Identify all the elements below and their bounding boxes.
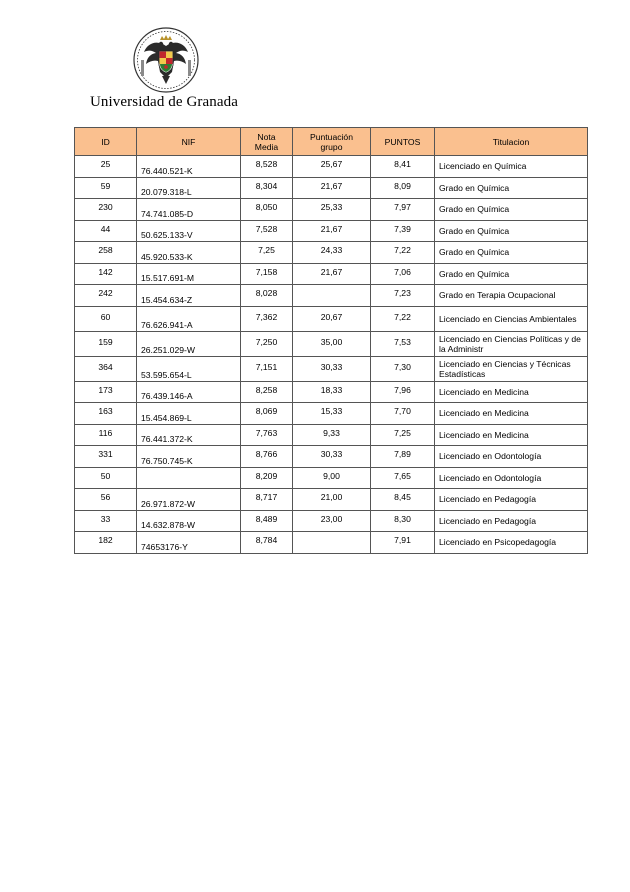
table-row [75,532,588,554]
table-row [75,331,588,356]
cell-nota: 7,151 [241,356,293,381]
cell-id: 60 [75,306,137,331]
table-header-row [75,128,588,156]
cell-nif: 15.454.634-Z [137,285,241,307]
cell-puntos: 7,30 [371,356,435,381]
cell-puntos: 7,70 [371,403,435,425]
header-puntuacion-line2: grupo [320,141,343,152]
cell-nota: 8,717 [241,489,293,511]
cell-id: 142 [75,263,137,285]
cell-nif: 76.441.372-K [137,424,241,446]
results-table [74,127,588,554]
cell-titulacion: Licenciado en Química [435,156,588,178]
cell-puntuacion: 20,67 [293,306,371,331]
cell-puntos: 7,97 [371,199,435,221]
cell-titulacion: Licenciado en Pedagogía [435,489,588,511]
cell-id: 230 [75,199,137,221]
cell-id: 331 [75,446,137,468]
header-titulacion: Titulacion [435,128,588,156]
cell-puntuacion: 21,67 [293,177,371,199]
cell-puntos: 7,06 [371,263,435,285]
cell-id: 173 [75,381,137,403]
cell-puntos: 7,22 [371,306,435,331]
cell-titulacion: Licenciado en Ciencias Políticas y de la Administr [435,331,588,356]
table-row [75,199,588,221]
cell-puntuacion: 9,00 [293,467,371,489]
cell-id: 258 [75,242,137,264]
cell-nota: 8,258 [241,381,293,403]
cell-puntos: 7,96 [371,381,435,403]
cell-nif: 74.741.085-D [137,199,241,221]
table-row [75,489,588,511]
cell-nif: 76.439.146-A [137,381,241,403]
cell-puntuacion: 30,33 [293,446,371,468]
cell-nif: 76.626.941-A [137,306,241,331]
header-puntuacion-grupo [293,128,371,156]
table-row [75,510,588,532]
table-row [75,156,588,178]
cell-nota: 8,069 [241,403,293,425]
cell-puntuacion: 21,67 [293,220,371,242]
cell-puntuacion: 18,33 [293,381,371,403]
cell-puntuacion: 23,00 [293,510,371,532]
cell-id: 33 [75,510,137,532]
cell-id: 25 [75,156,137,178]
cell-nif: 15.517.691-M [137,263,241,285]
cell-titulacion: Licenciado en Odontología [435,467,588,489]
cell-titulacion: Grado en Química [435,177,588,199]
cell-titulacion: Licenciado en Ciencias Ambientales [435,306,588,331]
table-row [75,285,588,307]
cell-nif: 74653176-Y [137,532,241,554]
cell-nif: 53.595.654-L [137,356,241,381]
cell-puntuacion [293,532,371,554]
university-name: Universidad de Granada [90,94,238,110]
cell-puntos: 7,25 [371,424,435,446]
cell-nota: 8,028 [241,285,293,307]
header-nota-media [241,128,293,156]
table-row [75,381,588,403]
cell-id: 56 [75,489,137,511]
cell-puntos: 7,53 [371,331,435,356]
cell-id: 116 [75,424,137,446]
cell-id: 159 [75,331,137,356]
table-row [75,220,588,242]
cell-nota: 8,209 [241,467,293,489]
cell-nif [137,467,241,489]
table-row [75,424,588,446]
cell-nota: 7,763 [241,424,293,446]
cell-id: 182 [75,532,137,554]
cell-nota: 7,25 [241,242,293,264]
cell-id: 44 [75,220,137,242]
cell-titulacion: Grado en Química [435,263,588,285]
cell-titulacion: Licenciado en Ciencias y Técnicas Estadísticas [435,356,588,381]
cell-nota: 7,158 [241,263,293,285]
cell-nif: 45.920.533-K [137,242,241,264]
cell-puntuacion: 9,33 [293,424,371,446]
cell-titulacion: Grado en Química [435,199,588,221]
header-nota-line2: Media [254,141,279,152]
cell-puntos: 7,39 [371,220,435,242]
cell-nota: 8,304 [241,177,293,199]
header-nif: NIF [137,128,241,156]
cell-titulacion: Licenciado en Medicina [435,403,588,425]
cell-id: 50 [75,467,137,489]
cell-puntos: 7,22 [371,242,435,264]
cell-nif: 20.079.318-L [137,177,241,199]
table-row [75,242,588,264]
cell-nota: 8,784 [241,532,293,554]
cell-puntos: 7,91 [371,532,435,554]
table-row [75,263,588,285]
header-nota-line1: Nota [257,131,276,142]
cell-puntos: 8,09 [371,177,435,199]
cell-puntuacion: 30,33 [293,356,371,381]
header-puntuacion-line1: Puntuación [309,131,353,142]
cell-nif: 26.971.872-W [137,489,241,511]
cell-titulacion: Grado en Química [435,242,588,264]
cell-nota: 8,528 [241,156,293,178]
cell-puntuacion [293,285,371,307]
cell-puntos: 7,65 [371,467,435,489]
cell-nota: 7,362 [241,306,293,331]
cell-puntos: 8,30 [371,510,435,532]
cell-nota: 8,050 [241,199,293,221]
cell-puntuacion: 21,00 [293,489,371,511]
cell-titulacion: Licenciado en Psicopedagogía [435,532,588,554]
university-crest-logo [132,26,200,94]
cell-nif: 15.454.869-L [137,403,241,425]
cell-puntos: 7,89 [371,446,435,468]
table-row [75,356,588,381]
cell-puntos: 8,45 [371,489,435,511]
cell-id: 163 [75,403,137,425]
cell-nif: 76.750.745-K [137,446,241,468]
cell-nif: 76.440.521-K [137,156,241,178]
cell-puntuacion: 24,33 [293,242,371,264]
cell-puntuacion: 21,67 [293,263,371,285]
cell-puntuacion: 25,67 [293,156,371,178]
table-row [75,446,588,468]
cell-puntos: 7,23 [371,285,435,307]
header-id: ID [75,128,137,156]
cell-id: 59 [75,177,137,199]
cell-titulacion: Licenciado en Pedagogía [435,510,588,532]
cell-puntos: 8,41 [371,156,435,178]
cell-id: 364 [75,356,137,381]
cell-puntuacion: 25,33 [293,199,371,221]
table-row [75,306,588,331]
cell-nif: 14.632.878-W [137,510,241,532]
cell-puntuacion: 35,00 [293,331,371,356]
table-row [75,467,588,489]
cell-nif: 50.625.133-V [137,220,241,242]
header-puntos: PUNTOS [371,128,435,156]
cell-nota: 8,489 [241,510,293,532]
table-row [75,177,588,199]
cell-nif: 26.251.029-W [137,331,241,356]
cell-titulacion: Licenciado en Odontología [435,446,588,468]
table-row [75,403,588,425]
cell-nota: 8,766 [241,446,293,468]
cell-titulacion: Licenciado en Medicina [435,381,588,403]
cell-titulacion: Grado en Química [435,220,588,242]
cell-titulacion: Licenciado en Medicina [435,424,588,446]
cell-titulacion: Grado en Terapia Ocupacional [435,285,588,307]
cell-nota: 7,528 [241,220,293,242]
cell-puntuacion: 15,33 [293,403,371,425]
cell-id: 242 [75,285,137,307]
cell-nota: 7,250 [241,331,293,356]
